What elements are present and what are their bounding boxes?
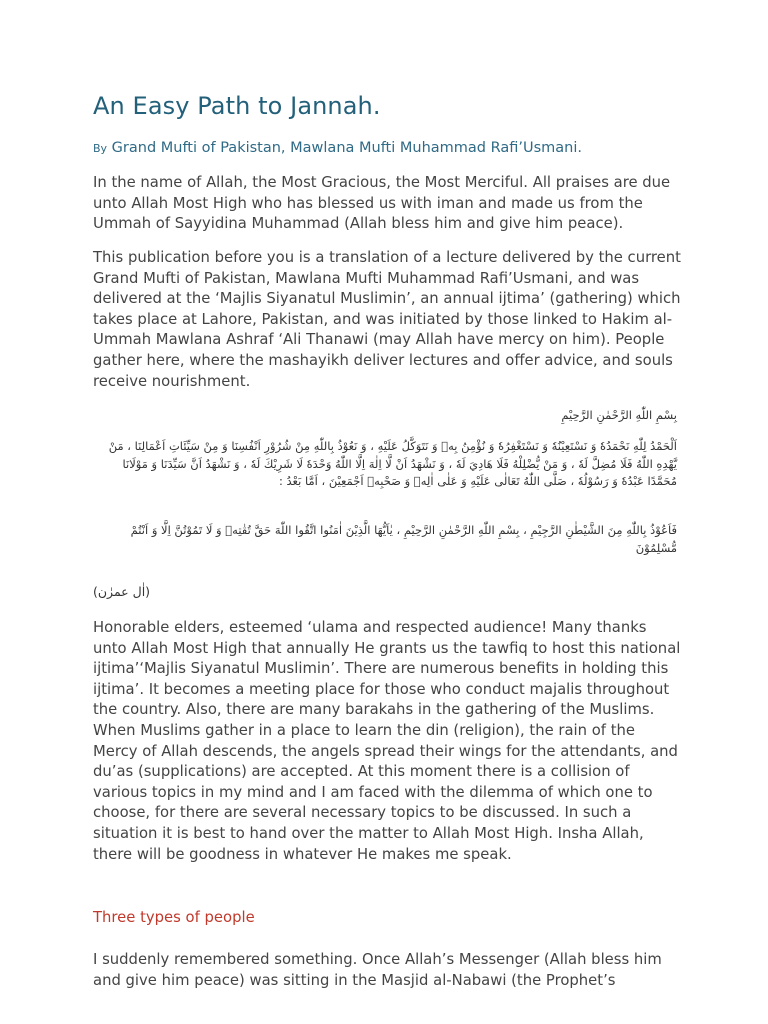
byline [93, 140, 582, 156]
story-paragraph: I suddenly remembered something. Once Allah’s Messenger (Allah bless him and give him peace) was sitting in the Masjid al-Nabawi (the Prophet’s [93, 951, 662, 989]
arabic-quran-verse: فَاَعُوْذُ بِاللّٰهِ مِنَ الشَّيْطٰنِ الرَّجِيْمِ ، بِسْمِ اللّٰهِ الرَّحْمٰنِ الرَّحِيْمِ ، يٰاَيُّهَا الَّذِيْنَ اٰمَنُوا اتَّقُوا اللّٰهَ حَقَّ تُقٰتِهٖ وَ لَا تَمُوْتُنَّ اِلَّا وَ اَنْتُمْ مُّسْلِمُوْنَ [130, 523, 677, 555]
section-heading: Three types of people [93, 909, 255, 926]
arabic-opening-praise: اَلْحَمْدُ لِلّٰهِ نَحْمَدُهٗ وَ نَسْتَعِيْنُهٗ وَ نَسْتَغْفِرُهٗ وَ نُؤْمِنُ بِهٖ وَ نَتَوَكَّلُ عَلَيْهِ ، وَ نَعُوْذُ بِاللّٰهِ مِنْ شُرُوْرِ اَنْفُسِنَا وَ مِنْ سَيِّئَاتِ اَعْمَالِنَا ، مَنْ يَّهْدِهِ اللّٰهُ فَلَا مُضِلَّ لَهٗ ، وَ مَنْ يُّضْلِلْهُ فَلَا هَادِيَ لَهٗ ، وَ نَشْهَدُ اَنْ لَّا اِلٰهَ اِلَّا اللّٰهُ وَحْدَهٗ لَا شَرِيْكَ لَهٗ ، وَ نَشْهَدُ اَنَّ سَيِّدَنَا وَ مَوْلَانَا مُحَمَّدًا عَبْدُهٗ وَ رَسُوْلُهٗ ، صَلَّى اللّٰهُ تَعَالٰى عَلَيْهِ وَ عَلٰى اٰلِهٖ وَ صَحْبِهٖ اَجْمَعِيْنَ ، اَمَّا بَعْدُ : [108, 439, 677, 488]
byline-prefix: By [93, 142, 108, 155]
publication-note-paragraph: This publication before you is a translation of a lecture delivered by the current Grand Mufti of Pakistan, Mawlana Mufti Muhammad Rafi’Usmani, and was delivered at the ‘Majlis Siyanatul Muslimin’, an annual ijtima’ (gathering) which takes place at Lahore, Pakistan, and was initiated by those linked to Hakim al-Ummah Mawlana Ashraf ‘Ali Thanawi (may Allah have mercy on him). People gather here, where the mashayikh deliver lectures and offer advice, and souls receive nourishment. [93, 249, 681, 390]
author-name: Grand Mufti of Pakistan, Mawlana Mufti Muhammad Rafi’Usmani. [111, 140, 582, 156]
address-paragraph: Honorable elders, esteemed ‘ulama and respected audience! Many thanks unto Allah Most High that annually He grants us the tawfiq to host this national ijtima’‘Majlis Siyanatul Muslimin’. There are numerous benefits in holding this ijtima’. It becomes a meeting place for those who conduct majalis throughout the country. Also, there are many barakahs in the gathering of the Muslims. When Muslims gather in a place to learn the din (religion), the rain of the Mercy of Allah descends, the angels spread their wings for the attendants, and du’as (supplications) are accepted. At this moment there is a collision of various topics in my mind and I am faced with the dilemma of which one to choose, for there are several necessary topics to be discussed. In such a situation it is best to hand over the matter to Allah Most High. Insha Allah, there will be goodness in whatever He makes me speak. [93, 619, 681, 863]
arabic-basmala: بِسْمِ اللّٰهِ الرَّحْمٰنِ الرَّحِيْمِ [561, 408, 677, 422]
verse-source-reference: (اٰل عمرٰن) [93, 584, 151, 599]
article-title: An Easy Path to Jannah. [93, 92, 381, 120]
intro-paragraph: In the name of Allah, the Most Gracious, the Most Merciful. All praises are due unto Allah Most High who has blessed us with iman and made us from the Ummah of Sayyidina Muhammad (Allah bless him and give him peace). [93, 174, 671, 233]
